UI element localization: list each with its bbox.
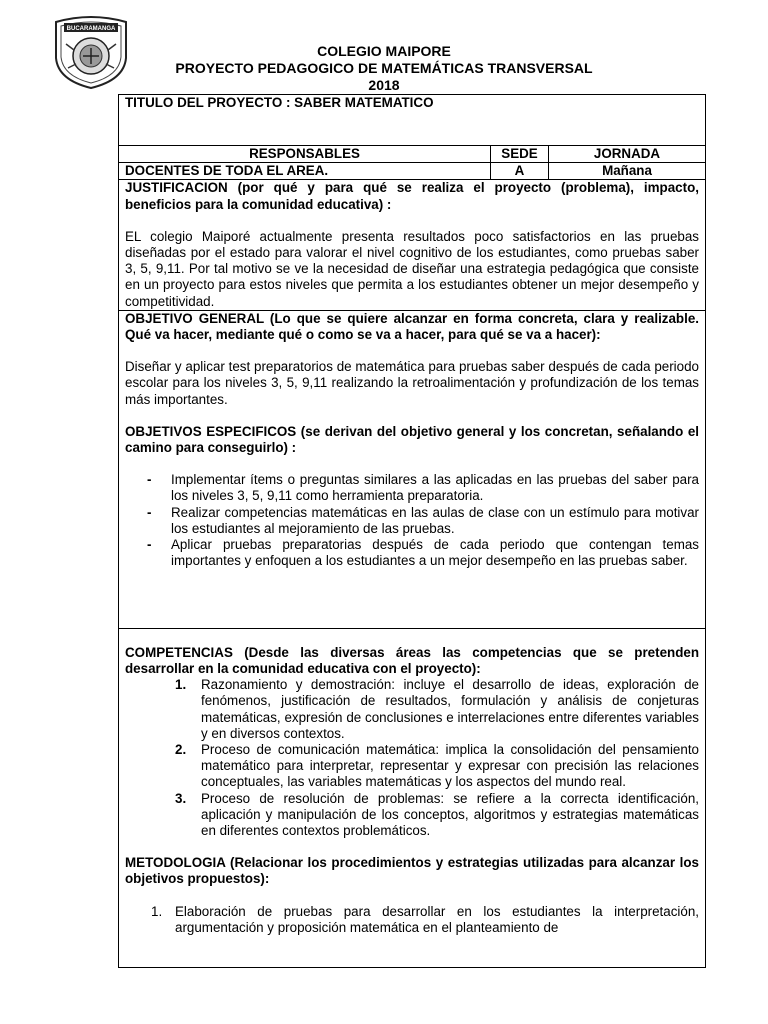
- value-sede: A: [491, 163, 549, 179]
- list-item: [125, 677, 699, 742]
- list-item: - Aplicar pruebas preparatorias después de cada periodo que contengan temas importantes y enfoquen a los estudiantes a un mejor desempeño en las pruebas saber.: [147, 537, 699, 569]
- item-number: 1.: [175, 677, 187, 693]
- competencias-list: [125, 677, 699, 839]
- col-responsables: RESPONSABLES: [119, 146, 491, 162]
- item-number: 3.: [175, 790, 187, 806]
- objetivo-general-text: Diseñar y aplicar test preparatorios de matemática para pruebas saber después de cada periodo escolar para los niveles 3, 5, 9,11 realizando la retroalimentación y profundización de los temas más importantes.: [125, 359, 699, 407]
- metodologia-heading: METODOLOGIA (Relacionar los procedimientos y estrategias utilizadas para alcanzar los objetivos propuestos):: [125, 855, 699, 887]
- objetivos-especificos-list: [125, 472, 699, 569]
- metodologia-list: [125, 904, 699, 936]
- list-item: [125, 791, 699, 840]
- project-table: [118, 94, 706, 968]
- responsables-value-row: [119, 163, 705, 180]
- responsables-header-row: [119, 146, 705, 163]
- item-number: 2.: [175, 742, 187, 758]
- value-jornada: Mañana: [602, 163, 652, 179]
- justificacion-section: [119, 180, 705, 310]
- school-name: COLEGIO MAIPORE: [317, 43, 451, 59]
- project-name: PROYECTO PEDAGOGICO DE MATEMÁTICAS TRANSVERSAL: [175, 60, 593, 76]
- objetivo-general-heading: OBJETIVO GENERAL (Lo que se quiere alcanzar en forma concreta, clara y realizable. Qué va hacer, mediante qué o como se va a hacer, para qué se va a hacer):: [125, 310, 699, 343]
- list-item: [125, 742, 699, 791]
- objetivos-section: [119, 311, 705, 629]
- col-sede: SEDE: [491, 146, 549, 162]
- value-responsables: DOCENTES DE TODA EL AREA.: [119, 163, 491, 179]
- item-text: Elaboración de pruebas para desarrollar en los estudiantes la interpretación, argumentación y proposición matemática en el planteamiento de: [175, 903, 699, 935]
- list-item: - Realizar competencias matemáticas en las aulas de clase con un estímulo para motivar los estudiantes al mejoramiento de las pruebas.: [147, 505, 699, 537]
- item-text: Razonamiento y demostración: incluye el desarrollo de ideas, exploración de fenómenos, justificación de resultados, formulación y análisis de conjeturas matemáticas, expresión de conclusiones e interrelaciones entre diferentes variables y en diversos contextos.: [201, 677, 699, 741]
- item-number: 1.: [151, 903, 163, 919]
- col-jornada: JORNADA: [593, 146, 661, 161]
- justificacion-text: EL colegio Maiporé actualmente presenta resultados poco satisfactorios en las pruebas diseñadas por el estado para valorar el nivel cognitivo de los estudiantes, como pruebas saber 3, 5, 9,11. Por tal motivo se ve la necesidad de diseñar una estrategia pedagógica que consiste en un proyecto para estos niveles que permita a los estudiantes obtener un mejor desempeño y competitividad.: [125, 228, 699, 309]
- list-item: [125, 904, 699, 936]
- competencias-heading: COMPETENCIAS (Desde las diversas áreas las competencias que se pretenden desarrollar en la comunidad educativa con el proyecto):: [125, 644, 699, 677]
- justificacion-heading: JUSTIFICACION (por qué y para qué se realiza el proyecto (problema), impacto, beneficios para la comunidad educativa) :: [125, 180, 699, 212]
- item-text: Proceso de comunicación matemática: implica la consolidación del pensamiento matemático para interpretar, representar y expresar con precisión las relaciones conceptuales, las variables matemáticas y los aspectos del mundo real.: [201, 742, 699, 790]
- competencias-metodologia-section: [119, 629, 705, 967]
- project-title: TITULO DEL PROYECTO : SABER MATEMATICO: [119, 95, 705, 146]
- seal-text: BUCARAMANGA: [66, 26, 116, 32]
- item-text: Proceso de resolución de problemas: se refiere a la correcta identificación, aplicación y manipulación de los conceptos, algoritmos y estrategias matemáticas en diferentes contextos problemáticos.: [201, 790, 699, 839]
- objetivos-especificos-heading: OBJETIVOS ESPECIFICOS (se derivan del objetivo general y los concretan, señalando el camino para conseguirlo) :: [125, 423, 699, 456]
- list-item: - Implementar ítems o preguntas similares a las aplicadas en las pruebas del saber para los niveles 3, 5, 9,11 como herramienta preparatoria.: [147, 472, 699, 504]
- project-year: 2018: [368, 77, 400, 93]
